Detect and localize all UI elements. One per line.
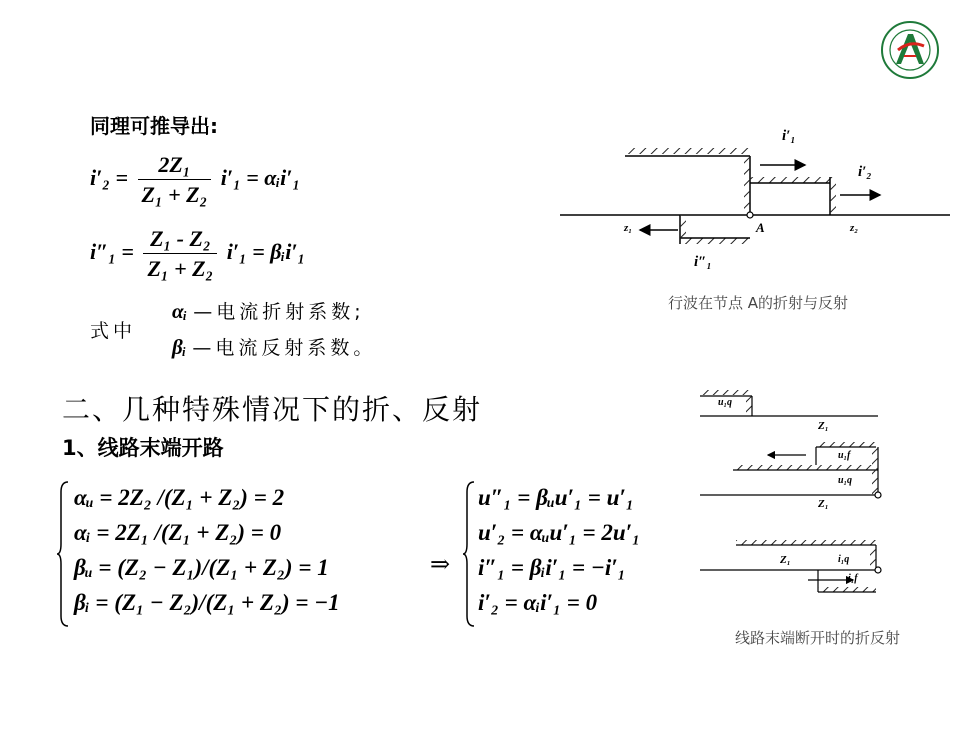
derive-heading: 同理可推导出: bbox=[90, 114, 218, 138]
system-right bbox=[478, 480, 640, 620]
left-brace bbox=[56, 480, 70, 631]
wave-diagram-2 bbox=[688, 380, 898, 620]
subsection-title: 1、线路末端开路 bbox=[62, 436, 224, 460]
left-brace-shape bbox=[56, 480, 70, 628]
eq-i2-lhs: i′₂ = bbox=[90, 165, 129, 191]
section-title: 二、几种特殊情况下的折、反射 bbox=[62, 393, 483, 426]
system-left-line: βᵢ = (Z₁ − Z₂)/(Z₁ + Z₂) = −1 bbox=[74, 590, 340, 615]
wave-diagram-1 bbox=[560, 120, 950, 290]
eq-i1-lhs: i″₁ = bbox=[90, 239, 134, 265]
figure-node-refraction bbox=[560, 120, 950, 290]
equation-i2 bbox=[90, 152, 300, 208]
label-i1-incident: i′₁ bbox=[782, 128, 796, 144]
label-u1q-top: u₁q bbox=[718, 397, 733, 408]
eq-i1-rhs: i′₁ = βᵢi′₁ bbox=[226, 239, 306, 265]
system-right-line: i′₂ = αᵢi′₁ = 0 bbox=[478, 590, 598, 615]
label-z1-panel3: Z₁ bbox=[780, 554, 791, 566]
figure-1-caption: 行波在节点 A的折射与反射 bbox=[668, 294, 849, 312]
system-left-line: αᵢ = 2Z₁ /(Z₁ + Z₂) = 0 bbox=[74, 520, 282, 545]
figure-open-end bbox=[688, 380, 898, 620]
system-left bbox=[74, 480, 340, 620]
beta-symbol: βᵢ bbox=[172, 335, 187, 359]
label-z1: z₁ bbox=[624, 222, 633, 234]
label-z1-panel1: Z₁ bbox=[818, 420, 829, 432]
university-logo bbox=[880, 20, 940, 80]
eq-i1-fraction bbox=[143, 226, 217, 282]
eq-i2-numerator: 2Z₁ bbox=[138, 152, 212, 180]
label-z1-panel2: Z₁ bbox=[818, 498, 829, 510]
figure-2-caption: 线路末端断开时的折反射 bbox=[735, 629, 901, 647]
system-right-line: u″₁ = βᵤu′₁ = u′₁ bbox=[478, 485, 634, 510]
label-i1f: i₁f bbox=[848, 573, 858, 584]
system-right-line: u′₂ = αᵤu′₁ = 2u′₁ bbox=[478, 520, 641, 545]
alpha-definition-text: —电流折射系数; bbox=[193, 301, 365, 323]
eq-i1-numerator: Z₁ - Z₂ bbox=[143, 226, 217, 254]
equation-i1-reflected bbox=[90, 226, 305, 282]
alpha-symbol: αᵢ bbox=[172, 299, 188, 323]
label-i2-refracted: i′₂ bbox=[858, 164, 872, 180]
eq-i2-denominator: Z₁ + Z₂ bbox=[141, 182, 208, 207]
implies-arrow: ⇒ bbox=[430, 550, 451, 578]
label-z2: z₂ bbox=[850, 222, 859, 234]
where-label: 式中 bbox=[90, 320, 137, 342]
system-right-line: i″₁ = βᵢi′₁ = −i′₁ bbox=[478, 555, 626, 580]
beta-definition-text: —电流反射系数。 bbox=[192, 337, 377, 359]
system-left-line: αᵤ = 2Z₂ /(Z₁ + Z₂) = 2 bbox=[74, 485, 285, 510]
eq-i2-fraction bbox=[138, 152, 212, 208]
label-u1f: u₁f bbox=[838, 450, 851, 461]
label-u1q-mid: u₁q bbox=[838, 475, 853, 486]
eq-i2-rhs: i′₁ = αᵢi′₁ bbox=[220, 165, 301, 191]
definition-beta bbox=[172, 333, 376, 360]
right-brace bbox=[462, 480, 476, 631]
definition-alpha bbox=[172, 297, 365, 324]
label-i1-reflected: i″₁ bbox=[694, 254, 712, 270]
system-left-line: βᵤ = (Z₂ − Z₁)/(Z₁ + Z₂) = 1 bbox=[74, 555, 329, 580]
label-node-a: A bbox=[756, 220, 765, 235]
logo-emblem-icon bbox=[880, 20, 940, 80]
right-brace-shape bbox=[462, 480, 476, 628]
label-i1q: i₁q bbox=[838, 554, 850, 565]
eq-i1-denominator: Z₁ + Z₂ bbox=[147, 256, 214, 281]
